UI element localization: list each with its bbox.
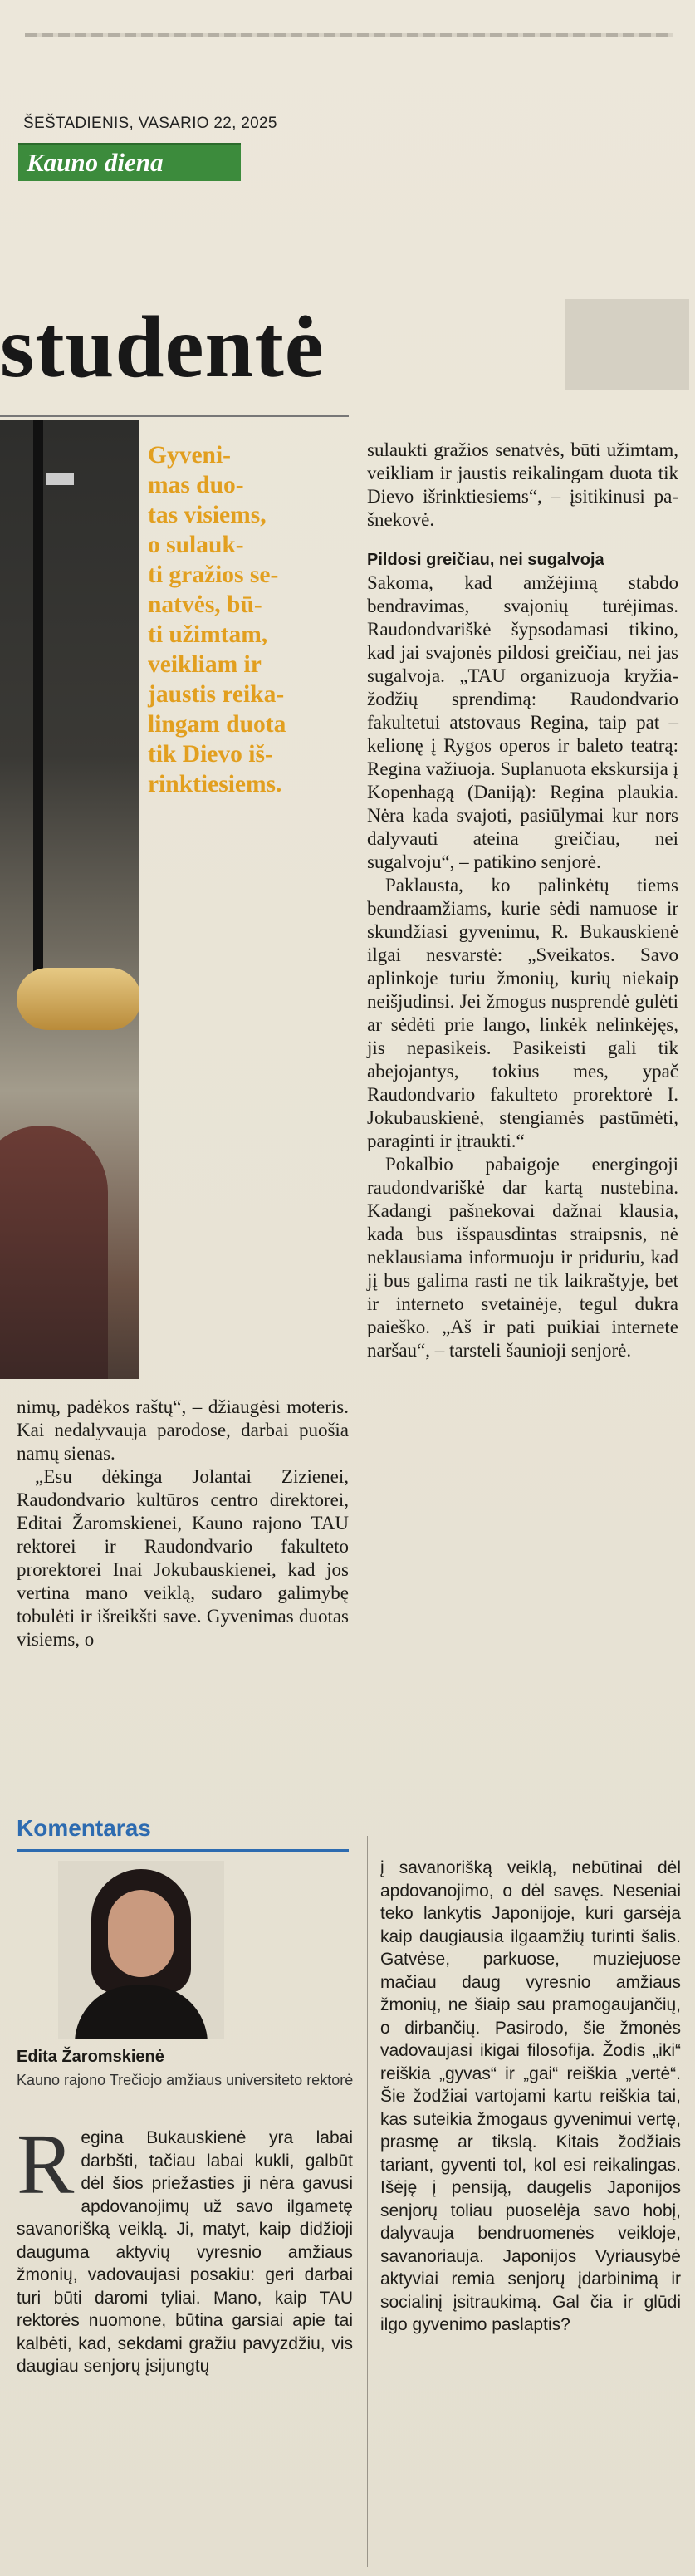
pull-quote-line: mas duo- (148, 472, 244, 498)
section-banner (18, 143, 241, 181)
article-right-column (367, 439, 678, 1362)
article-subheading: Pildosi greičiau, nei sugalvoja (367, 551, 604, 569)
article-photo (0, 420, 139, 1379)
photo-stand (33, 420, 43, 1001)
commentary-text: į savanorišką veiklą, nebūtinai dėl apdovanojimo, o dėl savęs. Neseniai teko lankytis Japonijoje, kuri garsėja kaip daugiausia ilgaamžių turinti šalis. Gatvėse, parkuose, muziejuose mačiau daug vyresnio amžiaus žmonių, ne šiaip sau pramogaujančių, o dirbančių. Pasirodo, šie žmonės vadovaujasi ikigai filosofija. Žodis „iki“ reiškia „gyvas“ ir „gai“ reiškia „vertė“. Šie žodžiai vartojami kartu reiškia tai, kas suteikia žmogaus gyvenimui vertę, prasmę ar tikslą. Kitais žodžiais tariant, gyventi tol, kol esi reikalingas. Išėję į pensiją, daugelis Japonijos senjorų toliau puoselėja savo hobį, dalyvauja bendruomenės veikloje, savanoriauja. Japonijos Vyriausybė aktyviai remia senjorų įdarbinimą ir socialinį įsitraukimą. Gal čia ir glūdi ilgo gyvenimo paslaptis? (380, 1858, 681, 2334)
pull-quote (148, 440, 355, 799)
author-photo (58, 1861, 224, 2039)
author-face (108, 1890, 174, 1977)
dropcap: R (17, 2117, 75, 2212)
commentary-rule (17, 1849, 349, 1852)
commentary-text: egina Bukauskienė yra labai darbšti, tačiau labai kukli, galbūt dėl šios priežasties ji nėra gavusi apdovanojimų už savo ilgametę savanorišką veiklą. Ji, matyt, kaip didžioji dauguma aktyvių vyresnio amžiaus žmonių, vadovaujasi posakiu: geri darbai turi būti daromi tyliai. Mano, kaip TAU rektorės nuomone, būtina garsiai apie tai kalbėti, kad, sekdami gražiu pavyzdžiu, vis daugiau senjorų įsijungtų (17, 2128, 353, 2376)
author-clothing (75, 1985, 208, 2039)
pull-quote-line: o sulauk- (148, 532, 244, 558)
commentary-left-column (17, 2117, 353, 2378)
pull-quote-line: veikliam ir (148, 651, 262, 678)
article-paragraph: Paklausta, ko palinkėtų tiems bendraamžiams, kurie sėdi namuose ir skundžiasi gyvenimu, R. Bukauskienė ilgai nesvarstė: „Sveikatos. Savo aplinkoje turiu žmonių, kurių niekaip neišjudinsi. Jei žmogus nusprendė gulėti ar sėdėti prie lango, linkėk nelinkėjęs, jis nepasikeis. Pasikeisti gali tik abejojantys, tokius mes, ypač Raudondvario fakulteto prorektorė I. Jokubauskienė, stengiamės pastūmėti, paraginti ir įtraukti.“ (367, 875, 678, 1151)
headline-rule (0, 415, 349, 417)
pull-quote-line: natvės, bū- (148, 591, 262, 618)
photo-label (46, 473, 74, 485)
article-paragraph: Pokalbio pabaigoje energingoji raudondvariškė dar kartą nustebina. Kadangi pašnekovai dažnai klausia, kada bus išspausdintas straipsnis, nė neklausiama informuoju ir priduriu, kad jį bus galima rasti ne tik laikraštyje, bet ir interneto svetainėje, tegul dukra paieško. „Aš ir pati puikiai internete naršau“, – tarsteli šaunioji senjorė. (367, 1154, 678, 1361)
photo-pastry (17, 968, 139, 1030)
article-left-column (17, 1396, 349, 1651)
pull-quote-line: ti užimtam, (148, 621, 268, 648)
pull-quote-line: tik Dievo iš- (148, 741, 273, 768)
top-rule (25, 33, 673, 37)
pull-quote-line: rinktiesiems. (148, 771, 282, 797)
commentary-title: Komentaras (17, 1815, 151, 1841)
issue-date: ŠEŠTADIENIS, VASARIO 22, 2025 (23, 115, 277, 132)
faded-adjacent-text (565, 299, 689, 390)
pull-quote-line: Gyveni- (148, 442, 231, 469)
commentary-author-role: Kauno rajono Trečiojo amžiaus universiteto rektorė (17, 2072, 354, 2088)
article-paragraph: „Esu dėkinga Jolantai Zizienei, Raudondvario kultūros centro direktorei, Editai Žaromskienei, Kauno rajono TAU rektorei ir Raudondvario fakulteto prorektorei Inai Jokubauskienei, kad jos vertina mano veiklą, sudaro galimybę tobulėti ir išreikšti save. Gyvenimas duotas visiems, o (17, 1466, 349, 1650)
section-label: Kauno diena (27, 148, 164, 177)
column-divider (367, 1836, 368, 2567)
pull-quote-line: tas visiems, (148, 502, 267, 528)
article-paragraph: Sakoma, kad amžėjimą stabdo bendravimas, svajonių turėjimas. Raudondvariškė šypsodamasi tikino, kad jai svajonės pildosi greičiau, nei jas sugalvoja. „TAU organizuoja kryžiažodžių sprendimą: Raudondvario fakultetui atstovaus Regina, taip pat – kelionę į Rygos operos ir baleto teatrą: Regina važiuoja. Suplanuota ekskursija į Kopenhagą (Daniją): Regina plaukia. Nėra kada svajoti, pasiūlymai kur nors dalyvauti ateina greičiau, nei sugalvoju“, – patikino senjorė. (367, 572, 678, 872)
pull-quote-line: jaustis reika- (148, 681, 285, 708)
article-paragraph: nimų, padėkos raštų“, – džiaugėsi moteris. Kai nedalyvauja parodose, darbai puošia namų sienas. (17, 1396, 349, 1464)
pull-quote-line: ti gražios se- (148, 562, 279, 588)
commentary-author: Edita Žaromskienė (17, 2048, 164, 2066)
headline: studentė (0, 298, 325, 395)
commentary-right-column (380, 1857, 681, 2337)
photo-person (0, 1126, 108, 1379)
pull-quote-line: lingam duota (148, 711, 286, 738)
article-paragraph: sulaukti gražios senatvės, būti užimtam, veikliam ir jaustis reikalingam duota tik Dievo išrinktiesiems“, – įsitikinusi pašnekovė. (367, 439, 678, 530)
